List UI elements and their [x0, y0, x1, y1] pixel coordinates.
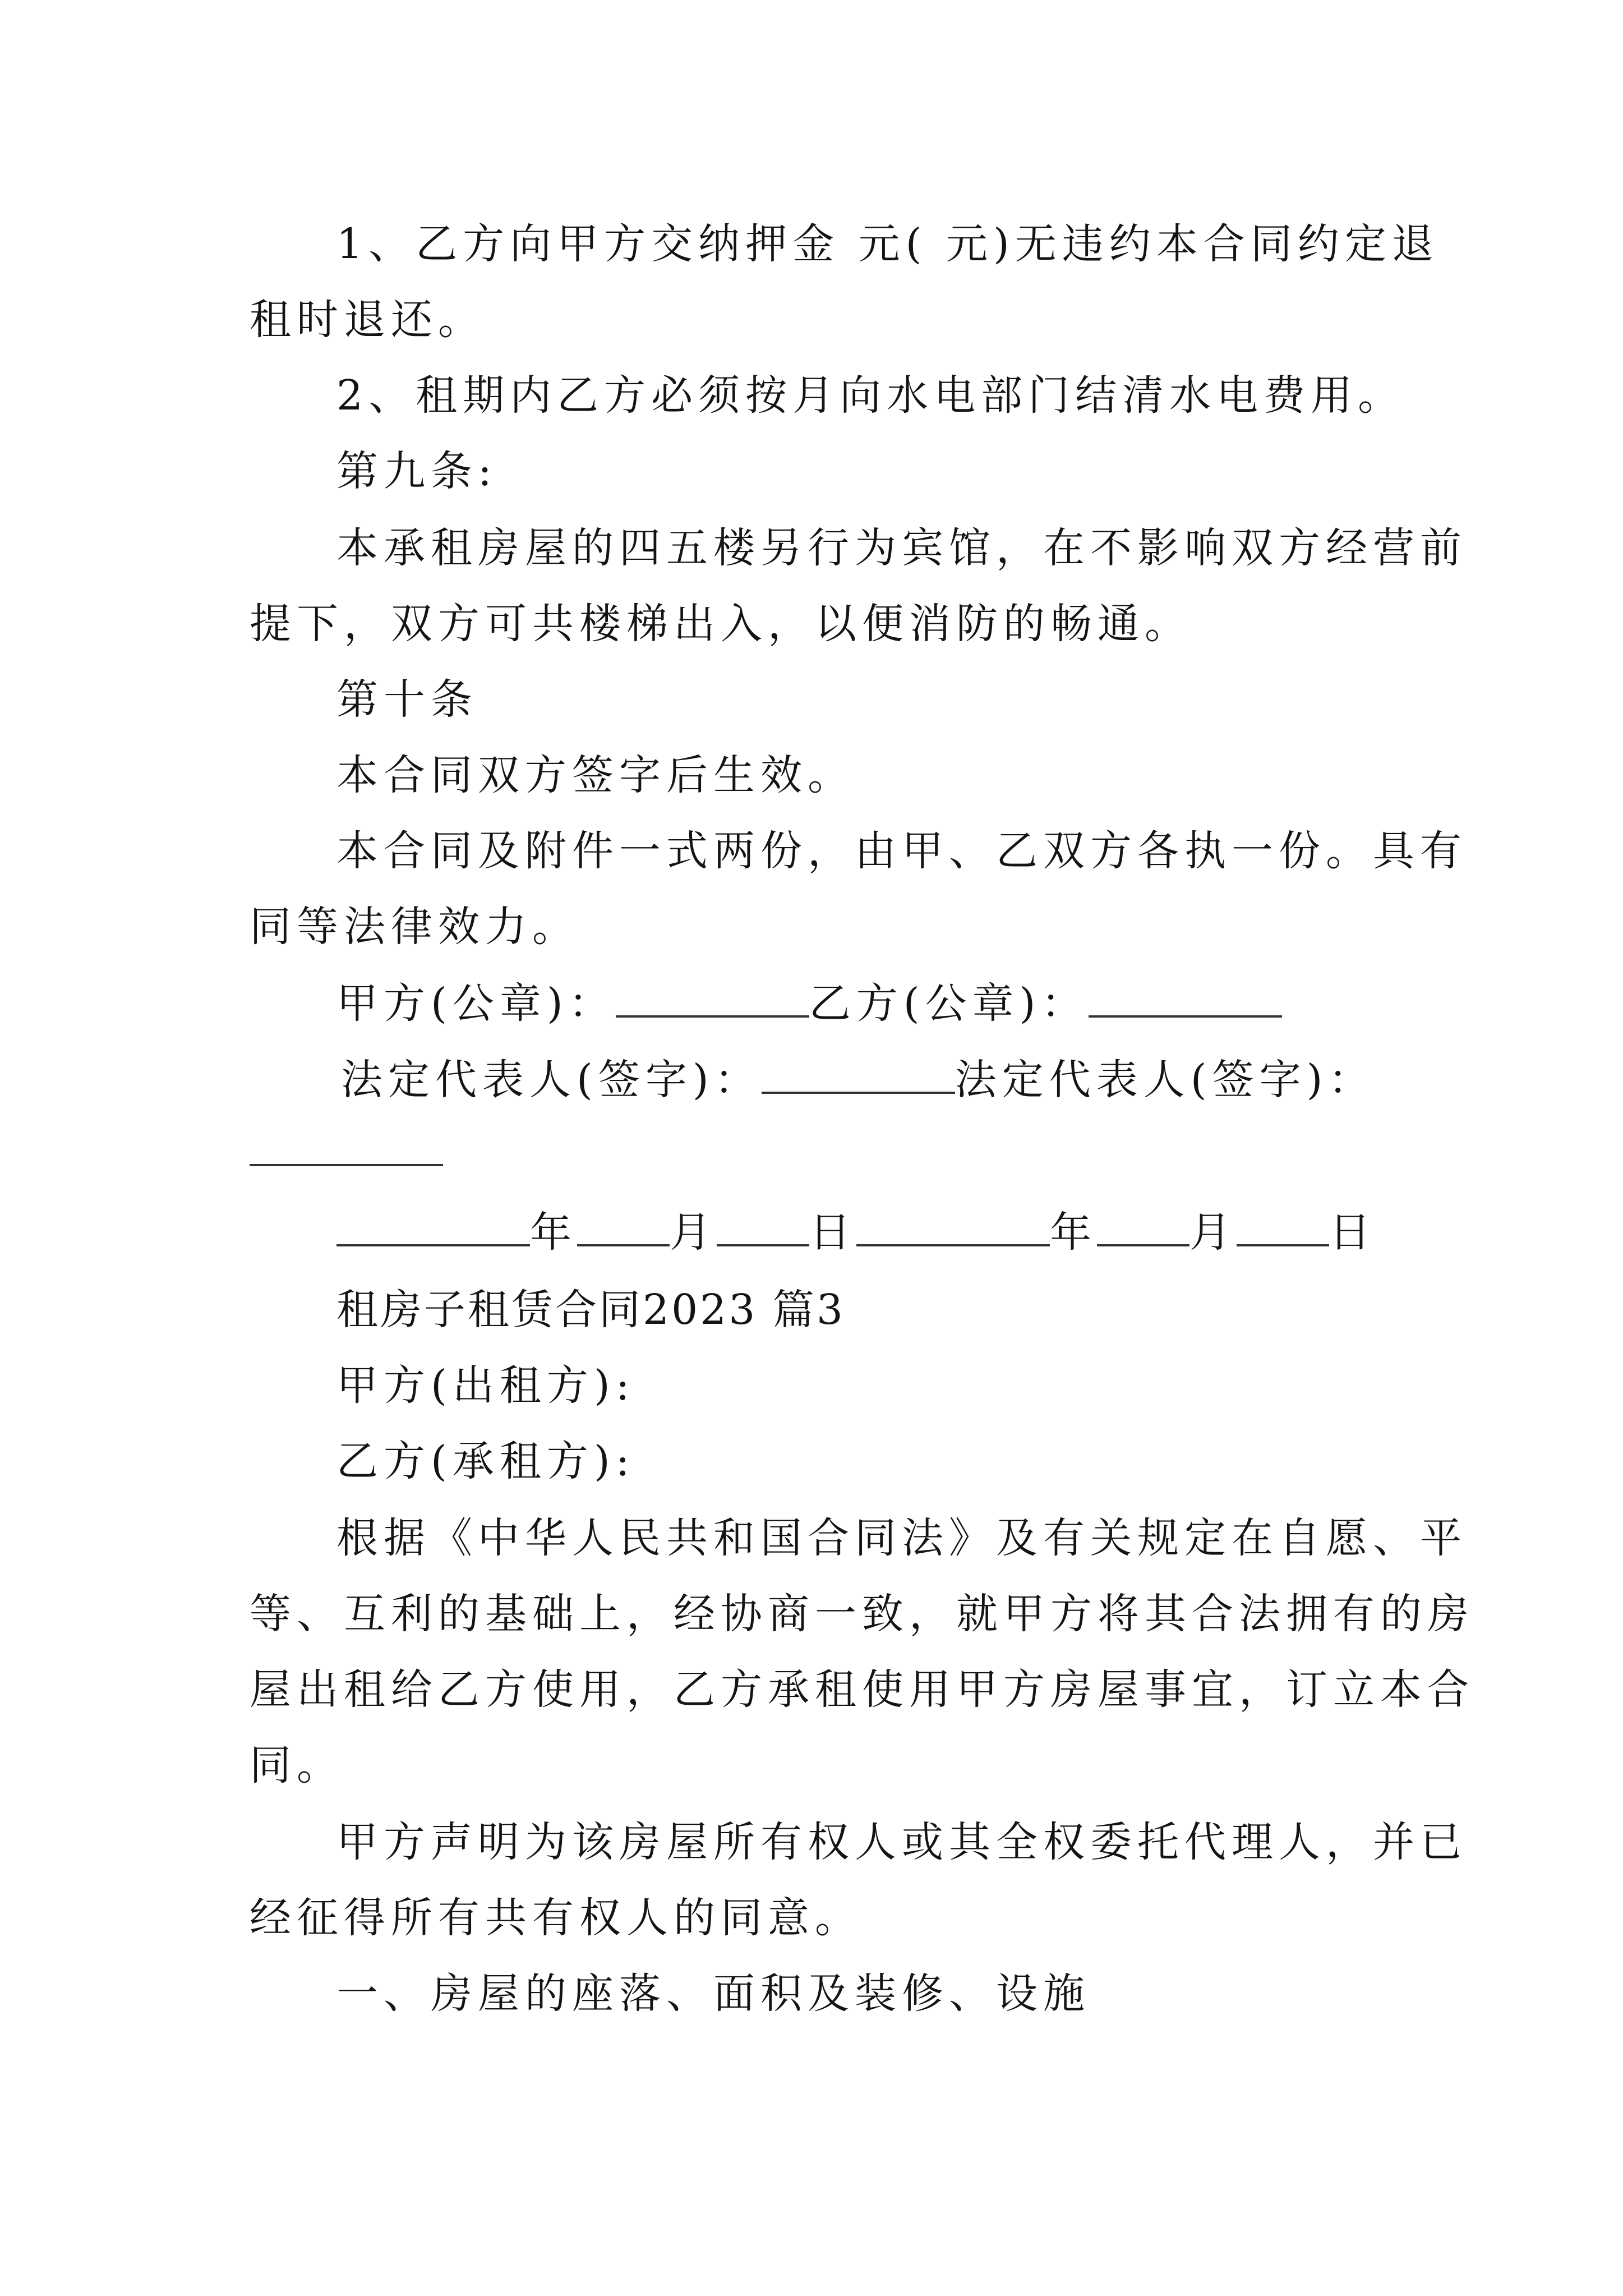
article-nine-text-line-1: 本承租房屋的四五楼另行为宾馆，在不影响双方经营前: [336, 524, 1467, 572]
date-b-year: 年: [1050, 1208, 1097, 1257]
copies-line-2: 同等法律效力。: [250, 903, 579, 951]
declaration-paragraph-line-2: 经征得所有共有权人的同意。: [250, 1894, 862, 1942]
clause-deposit-line-1: 1、乙方向甲方交纳押金 元( 元)无违约本合同约定退: [336, 220, 1439, 268]
article-ten-heading: 第十条: [336, 675, 478, 724]
basis-paragraph-line-2: 等、互利的基础上，经协商一致，就甲方将其合法拥有的房: [250, 1590, 1474, 1638]
date-line: [336, 1208, 1376, 1257]
date-b-month: 月: [1189, 1208, 1237, 1257]
clause-deposit-line-2: 租时退还。: [250, 296, 485, 344]
date-b-year-blank: [856, 1212, 1050, 1246]
party-a-seal-label: 甲方(公章)：: [336, 979, 616, 1028]
date-a-day: 日: [809, 1208, 856, 1257]
article-nine-heading: 第九条:: [336, 447, 497, 495]
clause-utilities: 2、租期内乙方必须按月向水电部门结清水电费用。: [336, 371, 1405, 420]
date-b-month-blank: [1097, 1212, 1189, 1246]
basis-paragraph-line-3: 屋出租给乙方使用，乙方承租使用甲方房屋事宜，订立本合: [250, 1665, 1474, 1714]
article-nine-text-line-2: 提下，双方可共楼梯出入，以便消防的畅通。: [250, 600, 1192, 648]
rep-a-blank: [762, 1059, 955, 1094]
party-b-seal-blank: [1089, 983, 1282, 1018]
basis-paragraph-line-1: 根据《中华人民共和国合同法》及有关规定在自愿、平: [336, 1514, 1467, 1562]
lessor-label: 甲方(出租方):: [336, 1361, 635, 1410]
party-a-seal-blank: [616, 983, 809, 1018]
seal-line: [336, 979, 1282, 1028]
representative-line: [341, 1056, 1376, 1104]
party-b-seal-label: 乙方(公章)：: [809, 979, 1089, 1028]
date-b-day-blank: [1237, 1212, 1329, 1246]
basis-paragraph-line-4: 同。: [250, 1741, 344, 1789]
date-a-month-blank: [577, 1212, 670, 1246]
lessee-label: 乙方(承租方):: [336, 1437, 635, 1485]
rep-a-label: 法定代表人(签字)：: [341, 1056, 762, 1104]
date-b-day: 日: [1329, 1208, 1376, 1257]
article-ten-effect: 本合同双方签字后生效。: [336, 751, 855, 799]
declaration-paragraph-line-1: 甲方声明为该房屋所有权人或其全权委托代理人，并已: [336, 1818, 1467, 1866]
date-a-day-blank: [717, 1212, 809, 1246]
rep-b-label: 法定代表人(签字)：: [955, 1056, 1376, 1104]
rep-b-blank: [250, 1164, 443, 1166]
date-a-year: 年: [530, 1208, 577, 1257]
date-a-month: 月: [670, 1208, 717, 1257]
copies-line-1: 本合同及附件一式两份，由甲、乙双方各执一份。具有: [336, 827, 1467, 875]
section-heading-premises: 一、房屋的座落、面积及装修、设施: [336, 1970, 1090, 2018]
date-a-year-blank: [336, 1212, 530, 1246]
section-3-title: 租房子租赁合同2023 篇3: [336, 1286, 845, 1334]
